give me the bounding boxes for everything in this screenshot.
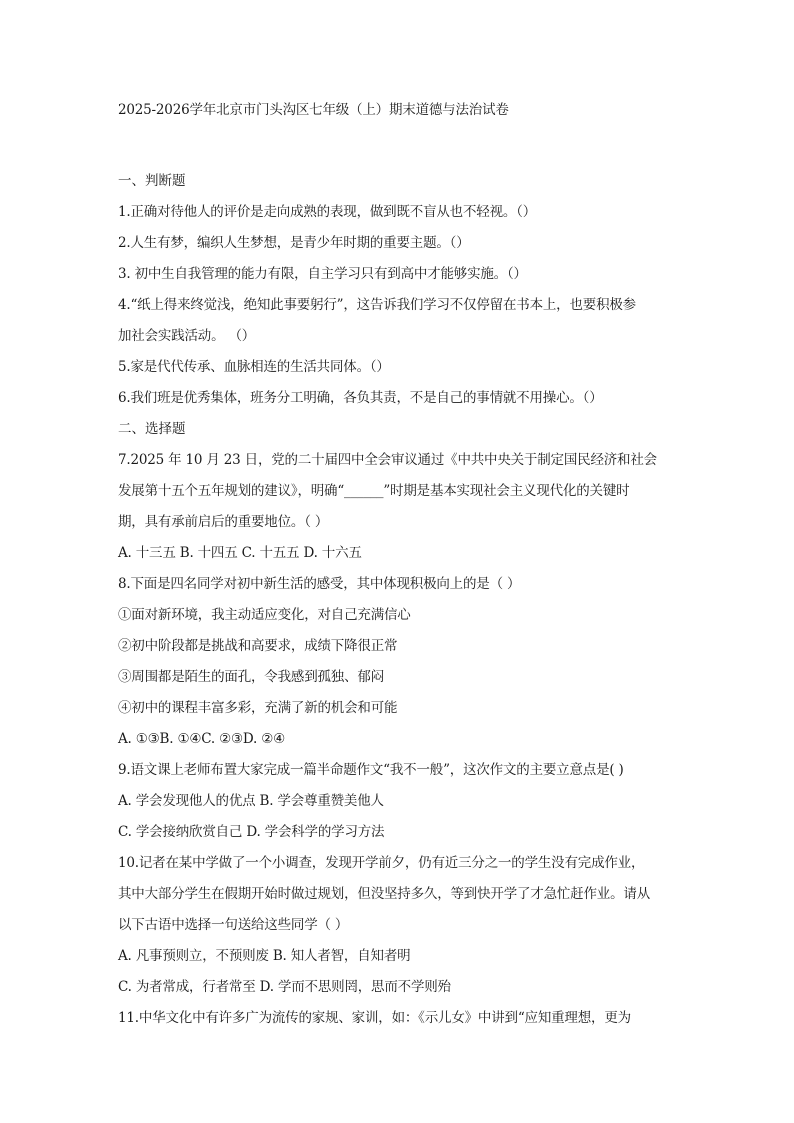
answer-options: C. 学会接纳欣赏自己 D. 学会科学的学习方法 (118, 824, 385, 840)
question-line: 其中大部分学生在假期开始时做过规划，但没坚持多久，等到快开学了才急忙赶作业。请从 (118, 886, 650, 902)
question-line: 11.中华文化中有许多广为流传的家规、家训，如：《示儿女》中讲到“应知重理想，更为 (118, 1010, 631, 1026)
exam-title: 2025-2026学年北京市门头沟区七年级（上）期末道德与法治试卷 (118, 102, 509, 118)
answer-options: A. 凡事预则立，不预则废 B. 知人者智，自知者明 (118, 948, 411, 964)
question-line: 4.“纸上得来终觉浅，绝知此事要躬行”，这告诉我们学习不仅停留在书本上，也要积极参 (118, 297, 636, 313)
section-choice (118, 414, 680, 1034)
statement-line: ④初中的课程丰富多彩，充满了新的机会和可能 (118, 700, 398, 716)
question-line: 8.下面是四名同学对初中新生活的感受，其中体现积极向上的是（ ） (118, 576, 521, 592)
statement-line: ①面对新环境，我主动适应变化，对自己充满信心 (118, 607, 411, 623)
section-heading: 二、选择题 (118, 421, 186, 437)
question-line: 以下古语中选择一句送给这些同学（ ） (118, 917, 349, 933)
answer-options: A. 学会发现他人的优点 B. 学会尊重赞美他人 (118, 793, 384, 809)
answer-options: C. 为者常成，行者常至 D. 学而不思则罔，思而不学则殆 (118, 979, 451, 995)
question-line: 5.家是代代传承、血脉相连的生活共同体。（） (118, 359, 390, 375)
answer-options: A. 十三五 B. 十四五 C. 十五五 D. 十六五 (118, 545, 362, 561)
question-line: 9.语文课上老师布置大家完成一篇半命题作文“我不一般”，这次作文的主要立意点是( ) (118, 762, 624, 778)
answer-options: A. ①③B. ①④C. ②③D. ②④ (118, 731, 286, 747)
question-line: 发展第十五个五年规划的建议》，明确“______”时期是基本实现社会主义现代化的关键时 (118, 483, 630, 499)
question-line: 10.记者在某中学做了一个小调查，发现开学前夕，仍有近三分之一的学生没有完成作业， (118, 855, 645, 871)
question-line: 2.人生有梦，编织人生梦想，是青少年时期的重要主题。（） (118, 235, 470, 251)
question-line: 7.2025 年 10 月 23 日，党的二十届四中全会审议通过《中共中央关于制定国民经济和社会 (118, 452, 657, 468)
question-line: 6.我们班是优秀集体，班务分工明确，各负其责，不是自己的事情就不用操心。（） (118, 390, 603, 406)
section-heading: 一、判断题 (118, 173, 186, 189)
section-judgment (118, 166, 680, 414)
statement-line: ②初中阶段都是挑战和高要求，成绩下降很正常 (118, 638, 398, 654)
statement-line: ③周围都是陌生的面孔，令我感到孤独、郁闷 (118, 669, 384, 685)
exam-content (118, 100, 680, 1034)
question-line: 3. 初中生自我管理的能力有限，自主学习只有到高中才能够实施。（） (118, 266, 527, 282)
question-line: 1.正确对待他人的评价是走向成熟的表现，做到既不盲从也不轻视。（） (118, 204, 537, 220)
question-line: 期，具有承前启后的重要地位。（ ） (118, 514, 329, 530)
question-line: 加社会实践活动。 （） (118, 328, 256, 344)
